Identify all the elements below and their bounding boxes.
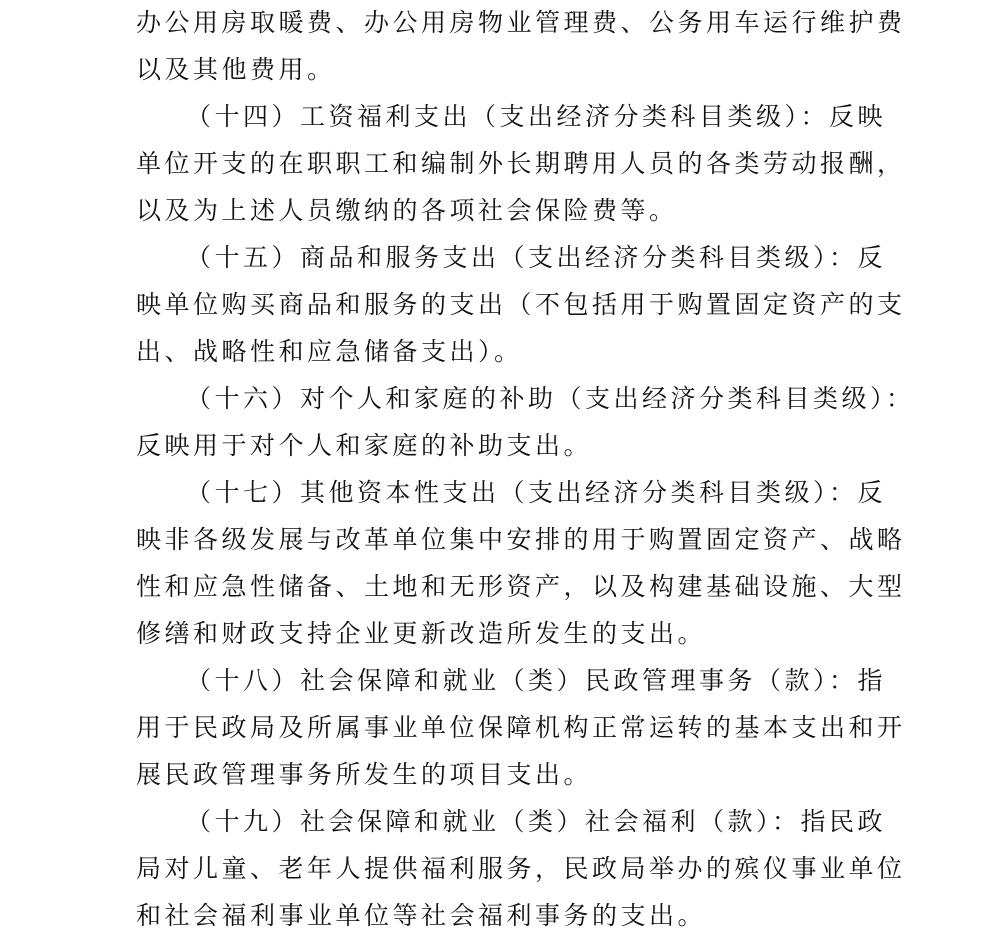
text-line: 映非各级发展与改革单位集中安排的用于购置固定资产、战略 (136, 525, 906, 554)
paragraph-heading-16: （十六）对个人和家庭的补助（支出经济分类科目类级）： (186, 384, 915, 413)
text-line: 出、战略性和应急储备支出）。 (136, 337, 523, 366)
text-line: 映单位购买商品和服务的支出（不包括用于购置固定资产的支 (136, 290, 906, 319)
text-line: 修缮和财政支持企业更新改造所发生的支出。 (136, 619, 707, 648)
paragraph-heading-14: （十四）工资福利支出（支出经济分类科目类级）：反映 (186, 102, 887, 131)
text-line: 用于民政局及所属事业单位保障机构正常运转的基本支出和开 (136, 713, 906, 742)
text-line: 办公用房取暖费、办公用房物业管理费、公务用车运行维护费 (136, 8, 906, 37)
paragraph-heading-17: （十七）其他资本性支出（支出经济分类科目类级）：反 (186, 478, 887, 507)
text-line: 展民政管理事务所发生的项目支出。 (136, 760, 593, 789)
paragraph-heading-19: （十九）社会保障和就业（类）社会福利（款）：指民政 (186, 807, 887, 836)
text-line: 和社会福利事业单位等社会福利事务的支出。 (136, 901, 707, 930)
text-line: 性和应急性储备、土地和无形资产，以及构建基础设施、大型 (136, 572, 906, 601)
text-line: 局对儿童、老年人提供福利服务，民政局举办的殡仪事业单位 (136, 854, 906, 883)
paragraph-heading-15: （十五）商品和服务支出（支出经济分类科目类级）：反 (186, 243, 887, 272)
text-line: 单位开支的在职职工和编制外长期聘用人员的各类劳动报酬， (136, 149, 906, 178)
text-line: 反映用于对个人和家庭的补助支出。 (136, 431, 593, 460)
paragraph-heading-18: （十八）社会保障和就业（类）民政管理事务（款）：指 (186, 666, 887, 695)
text-line: 以及为上述人员缴纳的各项社会保险费等。 (136, 196, 678, 225)
text-line: 以及其他费用。 (136, 55, 336, 84)
